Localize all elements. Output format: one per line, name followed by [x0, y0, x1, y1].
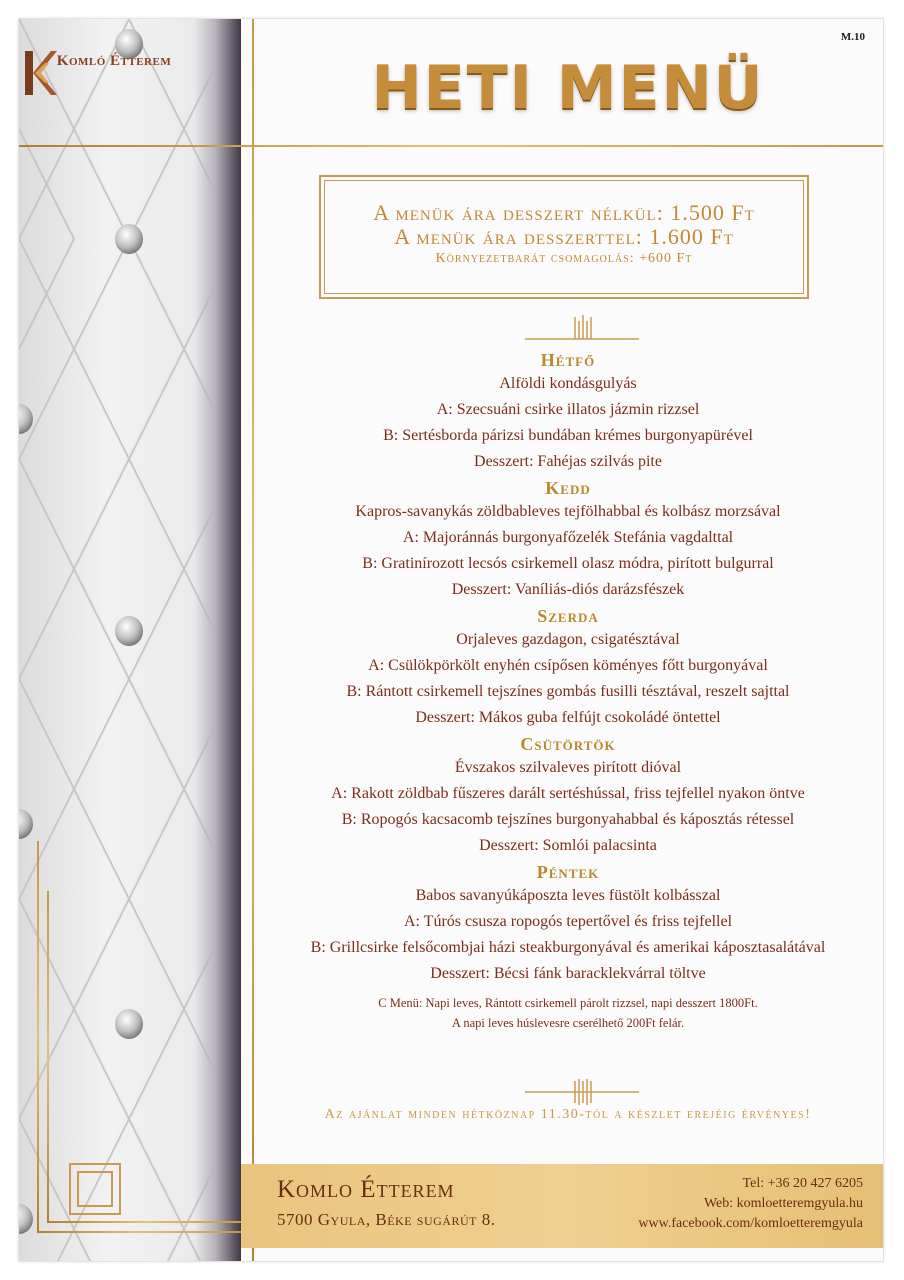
page-title: HETI MENÜ	[371, 53, 765, 123]
menu-page	[18, 18, 884, 1262]
gold-corner-line	[47, 1221, 241, 1223]
footer-contact	[638, 1174, 863, 1234]
footer-phone: Tel: +36 20 427 6205	[742, 1176, 863, 1191]
shadow-band	[194, 19, 241, 1261]
c-menu-line: C Menü: Napi leves, Rántott csirkemell párolt rizzsel, napi desszert 1800Ft.	[378, 996, 758, 1010]
gold-corner-line	[47, 891, 49, 1221]
day-name: Szerda	[537, 606, 599, 626]
dish-a: A: Majoránnás burgonyafőzelék Stefánia vagdalttal	[402, 529, 734, 546]
footer-facebook-link[interactable]: www.facebook.com/komloetteremgyula	[638, 1216, 863, 1231]
dish-b: B: Grillcsirke felsőcombjai házi steakburgonyával és amerikai káposztasalátával	[310, 939, 826, 956]
komlo-logo-icon	[19, 49, 59, 97]
dish-dessert: Desszert: Fahéjas szilvás pite	[474, 453, 662, 470]
day-name: Hétfő	[540, 350, 596, 370]
dish-b: B: Sertésborda párizsi bundában krémes burgonyapürével	[383, 427, 753, 444]
gold-square-ornament	[77, 1171, 113, 1207]
brand-name: Komló Étterem	[56, 53, 172, 69]
dish-soup: Babos savanyúkáposzta leves füstölt kolbásszal	[415, 887, 721, 904]
content-area	[251, 19, 884, 1261]
footer-bar	[241, 1164, 884, 1248]
art-deco-divider-icon	[525, 315, 639, 341]
dish-a: A: Szecsuáni csirke illatos jázmin rizzsel	[436, 401, 700, 418]
dish-b: B: Gratinírozott lecsós csirkemell olasz módra, pirított bulgurral	[362, 555, 774, 572]
day-name: Péntek	[536, 862, 600, 882]
offer-note: Az ajánlat minden hétköznap 11.30-tól a készlet erejéig érvényes!	[324, 1107, 812, 1122]
dish-dessert: Desszert: Somlói palacsinta	[479, 837, 657, 854]
dish-dessert: Desszert: Mákos guba felfújt csokoládé öntettel	[415, 709, 721, 726]
price-box	[319, 175, 809, 299]
footer-address: 5700 Gyula, Béke sugárút 8.	[277, 1210, 496, 1229]
art-deco-divider-icon	[525, 1079, 639, 1105]
price-without-dessert: A menük ára desszert nélkül: 1.500 Ft	[373, 200, 755, 225]
page-code: M.10	[840, 31, 865, 43]
day-tuesday	[251, 477, 884, 603]
dish-a: A: Túrós csusza ropogós tepertővel és friss tejfellel	[403, 913, 733, 930]
footer-web-link[interactable]: Web: komloetteremgyula.hu	[703, 1196, 863, 1211]
day-wednesday	[251, 605, 884, 731]
packaging-price: Környezetbarát csomagolás: +600 Ft	[435, 251, 693, 266]
day-friday	[251, 861, 884, 987]
day-thursday	[251, 733, 884, 859]
dish-b: B: Rántott csirkemell tejszínes gombás fusilli tésztával, reszelt sajttal	[346, 683, 790, 700]
c-menu-line: A napi leves húslevesre cserélhető 200Ft felár.	[451, 1016, 685, 1030]
dish-soup: Évszakos szilvaleves pirított dióval	[454, 759, 682, 776]
day-name: Kedd	[545, 478, 591, 498]
weekly-menu	[251, 349, 884, 1033]
footer-restaurant-name: Komlo Étterem	[277, 1176, 455, 1203]
quilted-side-panel	[19, 19, 241, 1261]
brand-logo	[19, 49, 209, 70]
day-monday	[251, 349, 884, 475]
day-name: Csütörtök	[520, 734, 616, 754]
dish-a: A: Rakott zöldbab fűszeres darált sertéshússal, friss tejfellel nyakon öntve	[331, 785, 805, 802]
c-menu-note	[251, 993, 884, 1033]
dish-soup: Kapros-savanykás zöldbableves tejfölhabbal és kolbász morzsával	[355, 503, 781, 520]
dish-soup: Alföldi kondásgulyás	[499, 375, 637, 392]
dish-b: B: Ropogós kacsacomb tejszínes burgonyahabbal és káposztás rétessel	[341, 811, 795, 828]
dish-dessert: Desszert: Bécsi fánk baracklekvárral töltve	[430, 965, 706, 982]
dish-soup: Orjaleves gazdagon, csigatésztával	[456, 631, 680, 648]
dish-dessert: Desszert: Vaníliás-diós darázsfészek	[451, 581, 685, 598]
gold-corner-line	[37, 841, 39, 1233]
price-with-dessert: A menük ára desszerttel: 1.600 Ft	[394, 224, 734, 249]
gold-corner-line	[37, 1231, 241, 1233]
dish-a: A: Csülökpörkölt enyhén csípősen köményes főtt burgonyával	[368, 657, 768, 674]
